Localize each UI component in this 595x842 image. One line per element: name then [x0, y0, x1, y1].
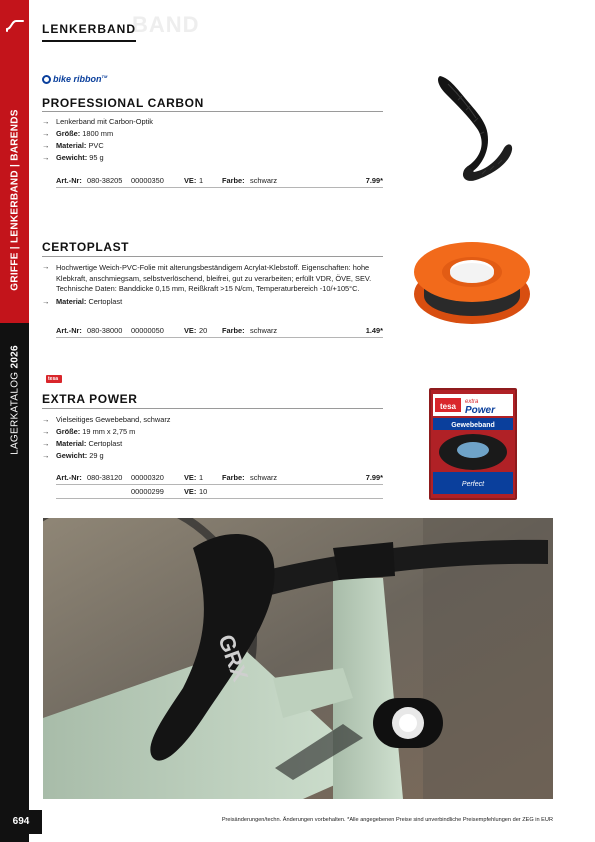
arrow-right-icon: →: [42, 415, 50, 424]
title-rule: [42, 256, 383, 257]
feature-item: → Vielseitiges Gewebeband, schwarz: [42, 415, 171, 424]
article-row: Art.-Nr: 080-38205 00000350 VE: 1 Farbe: schwarz 7.99*: [56, 175, 383, 188]
package-perfect: Perfect: [461, 481, 485, 488]
spine-catalog-label: [9, 345, 20, 455]
feature-list: [42, 116, 383, 164]
spine-catalog-year: 2026: [9, 345, 20, 369]
article-ve: 1: [199, 473, 204, 482]
package-power: Power: [465, 405, 496, 416]
article-number: 080-38000: [87, 326, 123, 335]
feature-list: [42, 414, 383, 462]
brand-logo-bike-ribbon: bike ribbon™: [42, 74, 107, 84]
title-rule: [42, 111, 383, 112]
package-brand: tesa: [439, 402, 457, 411]
package-extra: extra: [465, 399, 479, 405]
page-title: LENKERBAND: [42, 22, 136, 36]
spine-section-label: GRIFFE | LENKERBAND | BARENDS: [9, 109, 20, 291]
feature-item: → Material: Certoplast: [42, 296, 123, 306]
bike-ribbon-swirl-icon: [42, 75, 51, 84]
article-price: 7.99*: [365, 176, 383, 185]
article-color: schwarz: [250, 473, 278, 482]
feature-item: → Gewicht: 95 g: [42, 153, 104, 162]
handlebar-icon: [5, 18, 25, 32]
article-color: schwarz: [250, 176, 278, 185]
arrow-right-icon: →: [42, 451, 50, 460]
brand-name: bike ribbon: [53, 74, 102, 84]
feature-item: → Größe: 1800 mm: [42, 129, 114, 138]
article-row: Art.-Nr: 080-38000 00000050 VE: 20 Farbe: schwarz 1.49*: [56, 325, 383, 338]
header-rule: [42, 40, 136, 42]
product-title: CERTOPLAST: [42, 240, 130, 254]
arrow-right-icon: →: [42, 439, 50, 448]
article-ean: 00000050: [131, 326, 164, 335]
arrow-right-icon: →: [42, 141, 50, 150]
header-ghost-text: BAND: [132, 12, 200, 37]
article-number: 080-38120: [87, 473, 123, 482]
arrow-right-icon: →: [42, 262, 50, 271]
arrow-right-icon: →: [42, 117, 50, 126]
feature-item: → Material: PVC: [42, 141, 104, 150]
page-number: 694: [0, 810, 42, 834]
arrow-right-icon: →: [42, 153, 50, 162]
bike-handlebar-photo: [43, 518, 553, 799]
article-ean: 00000299: [131, 487, 164, 496]
lever-brand-text: GRX: [213, 631, 254, 685]
package-gewebeband: Gewebeband: [451, 422, 495, 429]
product-title: EXTRA POWER: [42, 392, 138, 406]
arrow-right-icon: →: [42, 296, 50, 306]
feature-item: → Hochwertige Weich-PVC-Folie mit alterungsbeständigem Acrylat-Klebstoff. Eigenschaften: hohe Klebkraft, anschmiegsam, selbstverlöschend, bleifrei, gut zu verarbeiten; erfüllt VDR, ÖVE, SEV. Technische Daten: Banddicke 0,15 mm, Reißkraft >15 N/cm, Temperaturbereich -10/+105°C.: [42, 262, 372, 294]
feature-item: → Lenkerband mit Carbon-Optik: [42, 117, 153, 126]
feature-list: [42, 262, 383, 308]
feature-item: → Größe: 19 mm x 2,75 m: [42, 427, 136, 436]
article-ean: 00000320: [131, 473, 164, 482]
product-title: PROFESSIONAL CARBON: [42, 96, 204, 110]
arrow-right-icon: →: [42, 427, 50, 436]
brand-logo-tesa: tesa: [46, 375, 62, 383]
article-number: 080-38205: [87, 176, 123, 185]
spine-catalog-text: LAGERKATALOG: [9, 371, 20, 455]
article-ean: 00000350: [131, 176, 164, 185]
title-rule: [42, 408, 383, 409]
feature-item: → Material: Certoplast: [42, 439, 123, 448]
article-color: schwarz: [250, 326, 278, 335]
article-ve: 10: [199, 487, 208, 496]
footer-disclaimer: Preisänderungen/techn. Änderungen vorbehalten. *Alle angegebenen Preise sind unverbindliche Preisempfehlungen der ZEG in EUR: [221, 817, 553, 823]
article-row: 00000299 VE: 10: [56, 486, 383, 499]
article-price: 7.99*: [365, 473, 383, 482]
article-price: 1.49*: [365, 326, 383, 335]
article-ve: 20: [199, 326, 208, 335]
bike-photo-illustration: [43, 518, 553, 799]
article-row: Art.-Nr: 080-38120 00000320 VE: 1 Farbe: schwarz 7.99*: [56, 472, 383, 485]
tesa-extra-power-package-image: [427, 388, 519, 500]
feature-item: → Gewicht: 29 g: [42, 451, 104, 460]
certoplast-tape-roll-image: [410, 236, 534, 328]
carbon-bar-tape-image: [428, 70, 528, 190]
article-ve: 1: [199, 176, 204, 185]
arrow-right-icon: →: [42, 129, 50, 138]
